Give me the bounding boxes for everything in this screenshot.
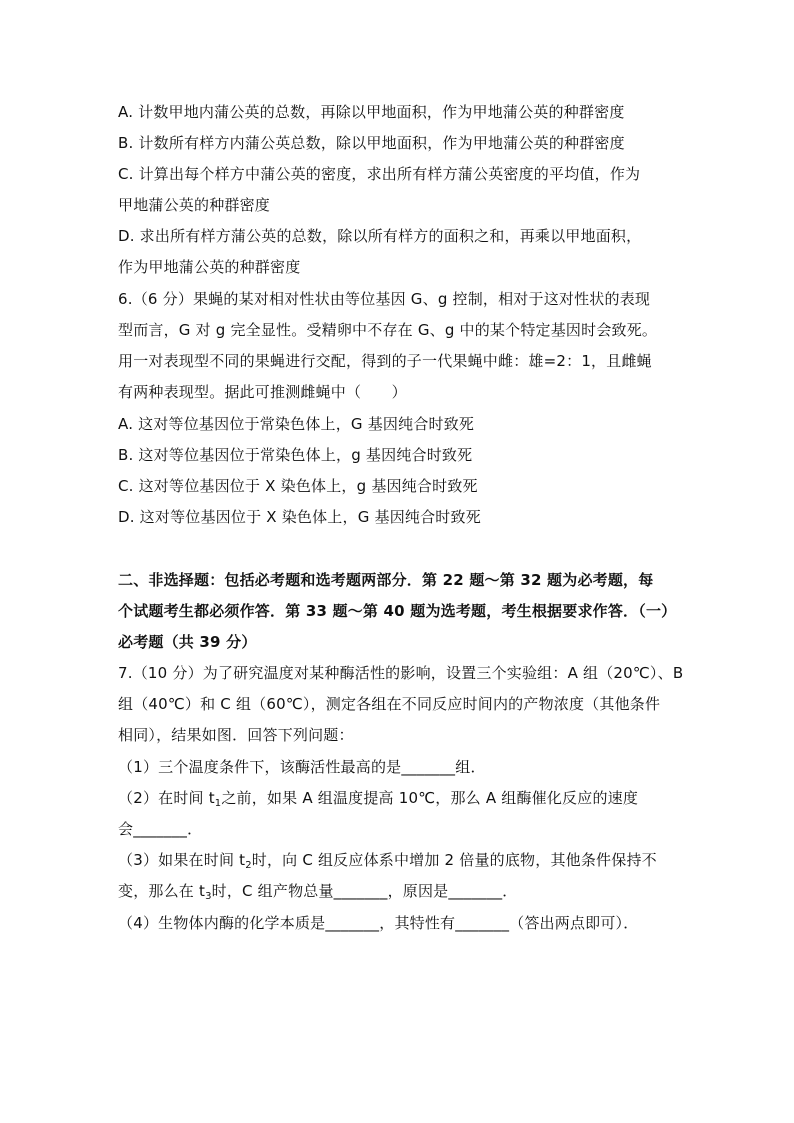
q7-part2-line2: 会_______． xyxy=(118,820,203,838)
q7-part3-text-d: 时，C 组产物总量_______，原因是_______． xyxy=(211,882,518,900)
q7-part3-line1 xyxy=(118,850,657,870)
q6-stem-line2: 型而言，G 对 g 完全显性。受精卵中不存在 G、g 中的某个特定基因时会致死。 xyxy=(118,321,658,339)
q5-option-b: B. 计数所有样方内蒲公英总数，除以甲地面积，作为甲地蒲公英的种群密度 xyxy=(118,134,625,152)
q5-option-d-line1: D. 求出所有样方蒲公英的总数，除以所有样方的面积之和，再乘以甲地面积， xyxy=(118,227,642,245)
section2-heading-line2: 个试题考生都必须作答．第 33 题～第 40 题为选考题，考生根据要求作答．（一） xyxy=(118,602,677,620)
q7-stem-line2: 组（40℃）和 C 组（60℃），测定各组在不同反应时间内的产物浓度（其他条件 xyxy=(118,695,661,713)
subscript-3: 3 xyxy=(205,891,212,902)
q5-option-c-line1: C. 计算出每个样方中蒲公英的密度，求出所有样方蒲公英密度的平均值，作为 xyxy=(118,165,641,183)
q6-option-c: C. 这对等位基因位于 X 染色体上，g 基因纯合时致死 xyxy=(118,477,478,495)
q6-stem-line3: 用一对表现型不同的果蝇进行交配，得到的子一代果蝇中雌：雄=2：1，且雌蝇 xyxy=(118,352,652,370)
q6-option-d: D. 这对等位基因位于 X 染色体上，G 基因纯合时致死 xyxy=(118,508,481,526)
q7-part2-text-b: 之前，如果 A 组温度提高 10℃，那么 A 组酶催化反应的速度 xyxy=(221,789,639,807)
q7-part3-text-a: （3）如果在时间 t xyxy=(118,851,246,869)
q6-stem-line4: 有两种表现型。据此可推测雌蝇中（ ） xyxy=(118,383,407,401)
q7-part3-text-b: 时，向 C 组反应体系中增加 2 倍量的底物，其他条件保持不 xyxy=(251,851,657,869)
q5-option-d-line2: 作为甲地蒲公英的种群密度 xyxy=(118,258,301,276)
q6-stem-line1: 6.（6 分）果蝇的某对相对性状由等位基因 G、g 控制，相对于这对性状的表现 xyxy=(118,290,651,308)
q5-option-a: A. 计数甲地内蒲公英的总数，再除以甲地面积，作为甲地蒲公英的种群密度 xyxy=(118,103,625,121)
q7-stem-line1: 7.（10 分）为了研究温度对某种酶活性的影响，设置三个实验组：A 组（20℃）、B xyxy=(118,664,684,682)
q6-option-a: A. 这对等位基因位于常染色体上，G 基因纯合时致死 xyxy=(118,415,475,433)
section2-heading-line3: 必考题（共 39 分） xyxy=(118,633,257,651)
q7-part4: （4）生物体内酶的化学本质是_______，其特性有_______（答出两点即可）． xyxy=(118,914,639,932)
q5-option-c-line2: 甲地蒲公英的种群密度 xyxy=(118,196,271,214)
q7-part2-text-a: （2）在时间 t xyxy=(118,789,215,807)
q7-part3-line2 xyxy=(118,881,517,901)
q7-part3-text-c: 变，那么在 t xyxy=(118,882,206,900)
q7-stem-line3: 相同），结果如图．回答下列问题： xyxy=(118,726,354,744)
subscript-2: 2 xyxy=(245,860,252,871)
section2-heading-line1: 二、非选择题：包括必考题和选考题两部分．第 22 题～第 32 题为必考题，每 xyxy=(118,571,654,589)
q7-part1: （1）三个温度条件下，该酶活性最高的是_______组． xyxy=(118,758,486,776)
q6-option-b: B. 这对等位基因位于常染色体上，g 基因纯合时致死 xyxy=(118,446,473,464)
q7-part2-line1 xyxy=(118,788,638,808)
subscript-1: 1 xyxy=(214,798,222,809)
